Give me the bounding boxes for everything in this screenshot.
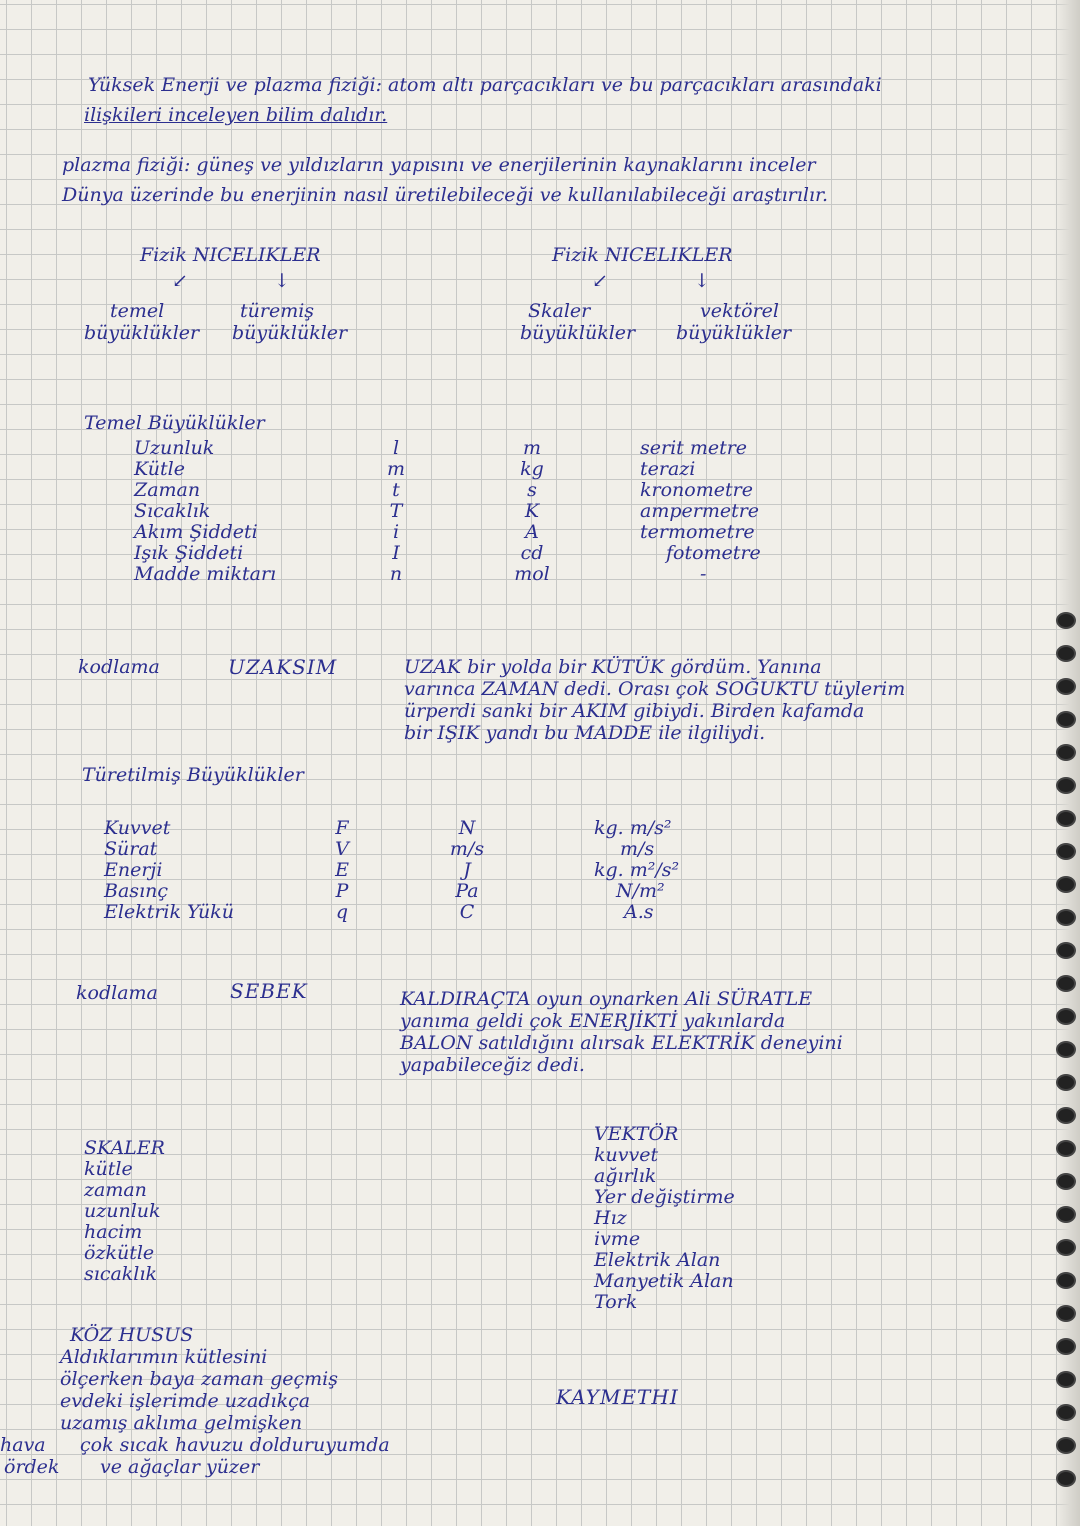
spiral-ring	[1056, 1140, 1076, 1157]
turetilmis-symbol: E	[335, 859, 349, 881]
margin-word-1: hava	[0, 1434, 46, 1456]
spiral-ring	[1056, 1272, 1076, 1289]
kodlama-2-label: kodlama	[76, 982, 158, 1004]
intro-line-3: plazma fiziği: güneş ve yıldızların yapısını ve enerjilerinin kaynaklarını inceler	[62, 154, 816, 176]
koz-husus-heading: KÖZ HUSUS	[70, 1324, 194, 1346]
temel-instruments	[640, 438, 761, 585]
kodlama-2-word: SEBEK	[230, 979, 308, 1003]
spiral-ring	[1056, 1305, 1076, 1322]
temel-instrument: ampermetre	[640, 500, 760, 522]
temel-unit: cd	[520, 542, 544, 564]
intro-line-1: Yüksek Enerji ve plazma fiziği: atom altı parçacıkları ve bu parçacıkları arasındaki	[88, 74, 882, 96]
spiral-ring	[1056, 1371, 1076, 1388]
temel-unit: mol	[514, 563, 550, 585]
spiral-ring	[1056, 1107, 1076, 1124]
koz-line: çok sıcak havuzu dolduruyumda	[80, 1434, 390, 1456]
spiral-ring	[1056, 1041, 1076, 1058]
temel-instrument: terazi	[640, 458, 696, 480]
vektor-item: ağırlık	[594, 1165, 657, 1187]
kodlama-2-story	[400, 988, 843, 1076]
turetilmis-name: Basınç	[104, 880, 168, 902]
spiral-ring	[1056, 711, 1076, 728]
spiral-ring	[1056, 1074, 1076, 1091]
spiral-ring	[1056, 1173, 1076, 1190]
spiral-ring	[1056, 975, 1076, 992]
koz-line: Aldıklarımın kütlesini	[60, 1346, 268, 1368]
vektor-item: Manyetik Alan	[594, 1270, 734, 1292]
temel-name: Uzunluk	[134, 437, 215, 459]
turetilmis-formulas	[594, 818, 679, 923]
tree-left-title: Fizik NICELIKLER	[140, 244, 321, 266]
story-line: ürperdi sanki bir AKIM gibiydi. Birden kafamda	[404, 700, 865, 722]
tree-left-branch2-line2: büyüklükler	[232, 322, 348, 344]
tree-right-branch2-line2: büyüklükler	[676, 322, 792, 344]
temel-unit: A	[525, 521, 539, 543]
turetilmis-symbol: V	[335, 838, 349, 860]
turetilmis-unit: J	[463, 859, 471, 881]
temel-symbol: t	[392, 479, 400, 501]
turetilmis-name: Sürat	[104, 838, 158, 860]
temel-symbol: m	[386, 458, 406, 480]
temel-instrument: serit metre	[640, 437, 748, 459]
turetilmis-heading: Türetilmiş Büyüklükler	[82, 764, 304, 786]
tree-right-branch2-line1: vektörel	[700, 300, 779, 322]
spiral-ring	[1056, 1239, 1076, 1256]
tree-left-arrows: ↙ ↓	[172, 270, 330, 292]
spiral-ring	[1056, 843, 1076, 860]
story-line: yapabileceğiz dedi.	[400, 1054, 585, 1076]
temel-name: Sıcaklık	[134, 500, 211, 522]
temel-name: Madde miktarı	[134, 563, 277, 585]
story-line: bir IŞIK yandı bu MADDE ile ilgiliydi.	[404, 722, 766, 744]
spiral-ring	[1056, 645, 1076, 662]
turetilmis-name: Enerji	[104, 859, 163, 881]
intro-line-2: ilişkileri inceleyen bilim dalıdır.	[84, 104, 388, 126]
tree-left-branch2-line1: türemiş	[240, 300, 315, 322]
spiral-ring	[1056, 612, 1076, 629]
temel-units	[512, 438, 552, 585]
temel-unit: m	[522, 437, 542, 459]
temel-symbol: i	[392, 521, 400, 543]
temel-names	[134, 438, 276, 585]
turetilmis-formula: A.s	[624, 901, 654, 923]
turetilmis-name: Elektrik Yükü	[104, 901, 234, 923]
spiral-ring	[1056, 777, 1076, 794]
temel-unit: kg	[520, 458, 544, 480]
turetilmis-unit: C	[459, 901, 475, 923]
spiral-ring	[1056, 1404, 1076, 1421]
koz-line: evdeki işlerimde uzadıkça	[60, 1390, 311, 1412]
temel-symbol: l	[392, 437, 400, 459]
turetilmis-symbols	[330, 818, 354, 923]
temel-symbol: n	[389, 563, 403, 585]
turetilmis-formula: m/s	[620, 838, 655, 860]
spiral-ring	[1056, 1338, 1076, 1355]
tree-right-branch1-line1: Skaler	[528, 300, 591, 322]
vektor-item: Elektrik Alan	[594, 1249, 721, 1271]
spiral-ring	[1056, 876, 1076, 893]
temel-unit: s	[527, 479, 537, 501]
spiral-ring	[1056, 1470, 1076, 1487]
skaler-item: özkütle	[84, 1242, 155, 1264]
vektor-list	[594, 1124, 735, 1313]
spiral-ring	[1056, 909, 1076, 926]
turetilmis-symbol: F	[335, 817, 349, 839]
turetilmis-symbol: P	[335, 880, 349, 902]
skaler-item: kütle	[84, 1158, 133, 1180]
kodlama-1-word: UZAKSIM	[228, 655, 338, 679]
vektor-item: Tork	[594, 1291, 638, 1313]
temel-symbol: I	[392, 542, 400, 564]
turetilmis-formula: kg. m²/s²	[594, 859, 680, 881]
temel-name: Işık Şiddeti	[134, 542, 244, 564]
turetilmis-name: Kuvvet	[104, 817, 171, 839]
tree-left-branch1-line1: temel	[110, 300, 165, 322]
turetilmis-unit: Pa	[455, 880, 479, 902]
story-line: KALDIRAÇTA oyun oynarken Ali SÜRATLE	[400, 988, 813, 1010]
spiral-ring	[1056, 1437, 1076, 1454]
temel-name: Kütle	[134, 458, 185, 480]
turetilmis-names	[104, 818, 234, 923]
tree-right-branch1-line2: büyüklükler	[520, 322, 636, 344]
temel-heading: Temel Büyüklükler	[84, 412, 265, 434]
spiral-binding	[1054, 0, 1080, 1526]
vektor-code: KAYMETHI	[556, 1385, 679, 1409]
turetilmis-unit: N	[458, 817, 476, 839]
tree-left-branch1-line2: büyüklükler	[84, 322, 200, 344]
story-line: UZAK bir yolda bir KÜTÜK gördüm. Yanına	[404, 656, 822, 678]
tree-right-title: Fizik NICELIKLER	[552, 244, 733, 266]
temel-symbol: T	[389, 500, 403, 522]
skaler-heading: SKALER	[84, 1137, 165, 1159]
vektor-item: Hız	[594, 1207, 627, 1229]
story-line: BALON satıldığını alırsak ELEKTRİK deneyini	[400, 1032, 843, 1054]
skaler-item: hacim	[84, 1221, 143, 1243]
koz-line: ölçerken baya zaman geçmiş	[60, 1368, 338, 1390]
spiral-ring	[1056, 1206, 1076, 1223]
turetilmis-symbol: q	[335, 901, 349, 923]
story-line: varınca ZAMAN dedi. Orası çok SOĞUKTU tüylerim	[404, 678, 906, 700]
intro-line-4: Dünya üzerinde bu enerjinin nasıl üretilebileceği ve kullanılabileceği araştırılır.	[62, 184, 829, 206]
turetilmis-units	[442, 818, 492, 923]
spiral-ring	[1056, 1008, 1076, 1025]
turetilmis-unit: m/s	[449, 838, 485, 860]
vektor-heading: VEKTÖR	[594, 1123, 679, 1145]
skaler-item: zaman	[84, 1179, 147, 1201]
spiral-ring	[1056, 678, 1076, 695]
tree-right-arrows: ↙ ↓	[592, 270, 750, 292]
turetilmis-formula: kg. m/s²	[594, 817, 672, 839]
koz-line: ve ağaçlar yüzer	[100, 1456, 260, 1478]
vektor-item: kuvvet	[594, 1144, 659, 1166]
vektor-item: ivme	[594, 1228, 641, 1250]
skaler-list	[84, 1138, 165, 1285]
temel-instrument: kronometre	[640, 479, 753, 501]
temel-unit: K	[524, 500, 540, 522]
kodlama-1-label: kodlama	[78, 656, 160, 678]
temel-symbols	[384, 438, 408, 585]
temel-instrument: termometre	[640, 521, 755, 543]
kodlama-1-story	[404, 656, 905, 744]
temel-name: Akım Şiddeti	[134, 521, 258, 543]
spiral-ring	[1056, 942, 1076, 959]
spiral-ring	[1056, 810, 1076, 827]
spiral-ring	[1056, 744, 1076, 761]
skaler-item: sıcaklık	[84, 1263, 157, 1285]
turetilmis-formula: N/m²	[616, 880, 665, 902]
temel-name: Zaman	[134, 479, 201, 501]
skaler-item: uzunluk	[84, 1200, 161, 1222]
story-line: yanıma geldi çok ENERJİKTİ yakınlarda	[400, 1010, 786, 1032]
temel-instrument: fotometre	[666, 542, 761, 564]
vektor-item: Yer değiştirme	[594, 1186, 735, 1208]
margin-word-2: ördek	[4, 1456, 60, 1478]
temel-instrument: -	[700, 563, 707, 585]
koz-line: uzamış aklıma gelmişken	[60, 1412, 303, 1434]
koz-husus-lines	[60, 1346, 390, 1478]
